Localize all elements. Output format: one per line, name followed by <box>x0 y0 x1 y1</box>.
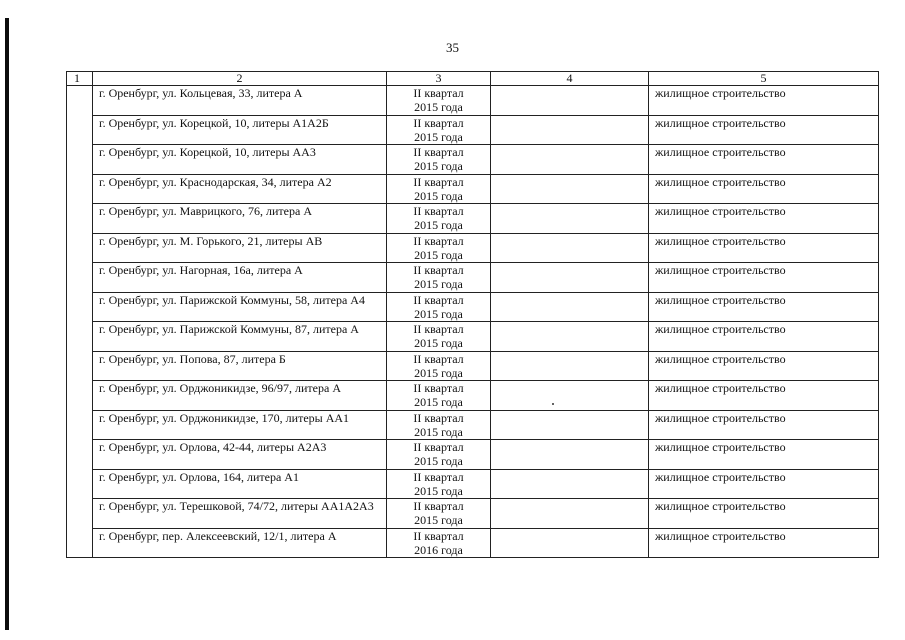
address-cell: г. Оренбург, ул. Парижской Коммуны, 58, литера А4 <box>93 292 387 322</box>
table-row <box>67 499 879 529</box>
address-cell: г. Оренбург, ул. Орджоникидзе, 96/97, литера А <box>93 381 387 411</box>
address-cell: г. Оренбург, ул. Попова, 87, литера Б <box>93 351 387 381</box>
period-year: 2015 года <box>414 513 463 527</box>
period-cell <box>387 115 491 145</box>
page-number: 35 <box>446 40 459 55</box>
period-year: 2015 года <box>414 129 463 144</box>
col4-cell <box>491 410 649 440</box>
purpose-cell: жилищное строительство <box>649 499 879 529</box>
period-year: 2015 года <box>414 454 463 468</box>
period-cell <box>387 86 491 116</box>
col4-cell <box>491 499 649 529</box>
period-cell <box>387 499 491 529</box>
col4-cell <box>491 351 649 381</box>
period-quarter: II квартал <box>413 292 464 307</box>
period-quarter: II квартал <box>413 86 464 100</box>
period-cell <box>387 292 491 322</box>
header-col-4: 4 <box>491 72 649 86</box>
purpose-cell: жилищное строительство <box>649 86 879 116</box>
period-quarter: II квартал <box>413 322 464 336</box>
period-cell <box>387 233 491 263</box>
header-col-3: 3 <box>387 72 491 86</box>
period-year: 2015 года <box>414 483 463 498</box>
period-year: 2015 года <box>414 306 463 321</box>
col4-cell <box>491 204 649 234</box>
table-row <box>67 440 879 470</box>
purpose-cell: жилищное строительство <box>649 440 879 470</box>
table-body <box>67 86 879 558</box>
period-year: 2015 года <box>414 424 463 439</box>
period-quarter: II квартал <box>413 410 464 425</box>
table-row <box>67 528 879 558</box>
address-cell: г. Оренбург, ул. Корецкой, 10, литеры А1А2Б <box>93 115 387 145</box>
table-row <box>67 145 879 175</box>
register-table <box>66 71 879 558</box>
col4-cell <box>491 381 649 411</box>
period-cell <box>387 440 491 470</box>
period-cell <box>387 263 491 293</box>
address-cell: г. Оренбург, ул. Терешковой, 74/72, литеры АА1А2А3 <box>93 499 387 529</box>
purpose-cell: жилищное строительство <box>649 292 879 322</box>
table-row <box>67 381 879 411</box>
col4-cell <box>491 86 649 116</box>
address-cell: г. Оренбург, ул. Корецкой, 10, литеры АА3 <box>93 145 387 175</box>
period-cell <box>387 410 491 440</box>
table-row <box>67 204 879 234</box>
period-cell <box>387 381 491 411</box>
table-row <box>67 115 879 145</box>
period-cell <box>387 174 491 204</box>
period-quarter: II квартал <box>413 174 464 189</box>
purpose-cell: жилищное строительство <box>649 528 879 558</box>
period-year: 2015 года <box>414 218 463 232</box>
period-quarter: II квартал <box>413 263 464 277</box>
period-year: 2016 года <box>414 542 463 557</box>
period-quarter: II квартал <box>413 381 464 395</box>
purpose-cell: жилищное строительство <box>649 115 879 145</box>
purpose-cell: жилищное строительство <box>649 145 879 175</box>
address-cell: г. Оренбург, ул. Орлова, 42-44, литеры А2А3 <box>93 440 387 470</box>
period-year: 2015 года <box>414 365 463 380</box>
period-quarter: II квартал <box>413 233 464 248</box>
col4-cell <box>491 292 649 322</box>
period-cell <box>387 469 491 499</box>
purpose-cell: жилищное строительство <box>649 322 879 352</box>
col4-cell <box>491 322 649 352</box>
table-header <box>67 72 879 86</box>
period-year: 2015 года <box>414 277 463 291</box>
table-row <box>67 174 879 204</box>
table-row <box>67 233 879 263</box>
col4-cell <box>491 115 649 145</box>
address-cell: г. Оренбург, ул. М. Горького, 21, литеры АВ <box>93 233 387 263</box>
period-year: 2015 года <box>414 188 463 203</box>
period-quarter: II квартал <box>413 145 464 159</box>
address-cell: г. Оренбург, ул. Краснодарская, 34, литера А2 <box>93 174 387 204</box>
purpose-cell: жилищное строительство <box>649 263 879 293</box>
period-year: 2015 года <box>414 159 463 173</box>
scan-speck <box>552 403 554 405</box>
address-cell: г. Оренбург, ул. Орджоникидзе, 170, литеры АА1 <box>93 410 387 440</box>
period-quarter: II квартал <box>413 499 464 513</box>
period-cell <box>387 322 491 352</box>
period-cell <box>387 145 491 175</box>
period-year: 2015 года <box>414 395 463 409</box>
purpose-cell: жилищное строительство <box>649 351 879 381</box>
period-year: 2015 года <box>414 336 463 350</box>
period-year: 2015 года <box>414 100 463 114</box>
header-col-2: 2 <box>93 72 387 86</box>
header-col-1: 1 <box>67 72 93 86</box>
table-row <box>67 322 879 352</box>
period-quarter: II квартал <box>413 115 464 130</box>
purpose-cell: жилищное строительство <box>649 469 879 499</box>
address-cell: г. Оренбург, ул. Кольцевая, 33, литера А <box>93 86 387 116</box>
address-cell: г. Оренбург, ул. Нагорная, 16а, литера А <box>93 263 387 293</box>
period-quarter: II квартал <box>413 351 464 366</box>
table-row <box>67 469 879 499</box>
col4-cell <box>491 469 649 499</box>
table-row <box>67 86 879 116</box>
col4-cell <box>491 440 649 470</box>
period-cell <box>387 351 491 381</box>
scan-edge-bar <box>5 18 9 630</box>
col4-cell <box>491 233 649 263</box>
table-row <box>67 263 879 293</box>
period-quarter: II квартал <box>413 469 464 484</box>
address-cell: г. Оренбург, ул. Орлова, 164, литера А1 <box>93 469 387 499</box>
purpose-cell: жилищное строительство <box>649 381 879 411</box>
table-row <box>67 351 879 381</box>
period-quarter: II квартал <box>413 528 464 543</box>
period-quarter: II квартал <box>413 204 464 218</box>
period-year: 2015 года <box>414 247 463 262</box>
address-cell: г. Оренбург, пер. Алексеевский, 12/1, литера А <box>93 528 387 558</box>
col4-cell <box>491 174 649 204</box>
header-row <box>67 72 879 86</box>
period-cell <box>387 528 491 558</box>
col4-cell <box>491 528 649 558</box>
col4-cell <box>491 145 649 175</box>
table-row <box>67 410 879 440</box>
purpose-cell: жилищное строительство <box>649 204 879 234</box>
period-quarter: II квартал <box>413 440 464 454</box>
table-row <box>67 292 879 322</box>
purpose-cell: жилищное строительство <box>649 410 879 440</box>
period-cell <box>387 204 491 234</box>
address-cell: г. Оренбург, ул. Маврицкого, 76, литера А <box>93 204 387 234</box>
col4-cell <box>491 263 649 293</box>
row-number-cell <box>67 86 93 558</box>
address-cell: г. Оренбург, ул. Парижской Коммуны, 87, литера А <box>93 322 387 352</box>
purpose-cell: жилищное строительство <box>649 174 879 204</box>
purpose-cell: жилищное строительство <box>649 233 879 263</box>
header-col-5: 5 <box>649 72 879 86</box>
